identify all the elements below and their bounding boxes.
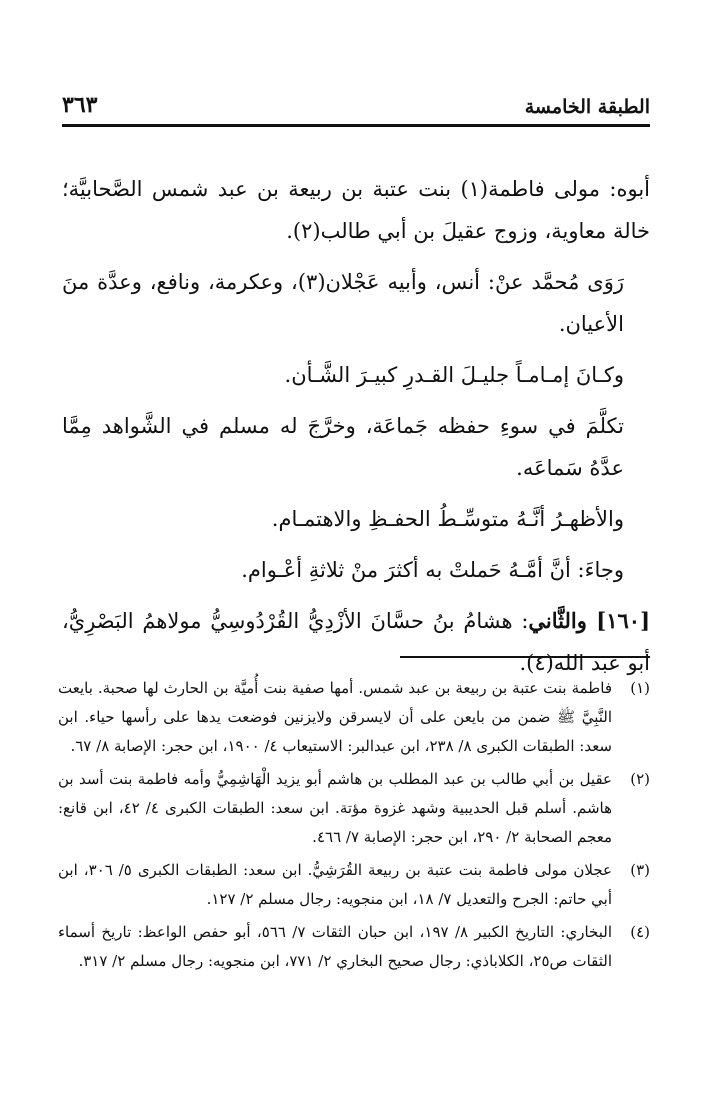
footnote-number: (٣) [630, 861, 650, 879]
footnote-3 [58, 856, 650, 914]
footnote-number: (٢) [630, 770, 650, 788]
paragraph-narrated-from: رَوَى مُحمَّد عنْ: أنس، وأبيه عَجْلان(٣)، وعكرمة، ونافع، وعدَّة منَ الأعيان. [62, 270, 624, 336]
footnotes [58, 674, 650, 980]
main-text [62, 168, 650, 693]
paragraph-father: أبوه: مولى فاطمة(١) بنت عتبة بن ربيعة بن عبد شمس الصَّحابيَّة؛ خالة معاوية، وزوج عقيلَ بن أبي طالب(٢). [62, 177, 650, 243]
entry-number: [١٦٠] والثَّاني [528, 608, 650, 633]
paragraph-assessment: والأظهـرُ أنَّـهُ متوسِّـطُ الحفـظِ والاهتمـام. [271, 507, 624, 531]
footnote-2 [58, 765, 650, 852]
footnote-text: فاطمة بنت عتبة بن ربيعة بن عبد شمس. أمها صفية بنت أُميَّة بن الحارث لها صحبة. بايعت النَّبِيَّ ﷺ ضمن من بايعن على أن لايسرقن ولايزنين فوضعت يدها على رأسها حياء. ابن سعد: الطبقات الكبرى ٨/ ٢٣٨، ابن عبدالبر: الاستيعاب ٤/ ١٩٠٠، ابن حجر: الإصابة ٨/ ٦٧. [58, 679, 612, 755]
footnote-text: عجلان مولى فاطمة بنت عتبة بن ربيعة القُرَشِيُّ. ابن سعد: الطبقات الكبرى ٥/ ٣٠٦، ابن أبي حاتم: الجرح والتعديل ٧/ ١٨، ابن منجويه: رجال مسلم ٢/ ١٢٧. [58, 861, 612, 908]
entry-text: : هشامُ بنُ حسَّانَ الأزْدِيُّ القُرْدُوسِيُّ مولاهمُ البَصْرِيُّ، أبو عبد الله(٤). [62, 609, 650, 675]
paragraph-birth-report: وجاءَ: أنَّ أمَّـهُ حَملتْ به أكثرَ منْ ثلاثةِ أعْـوام. [241, 558, 624, 582]
paragraph-entry-160 [62, 600, 650, 684]
footnote-text: البخاري: التاريخ الكبير ٨/ ١٩٧، ابن حبان الثقات ٧/ ٥٦٦، أبو حفص الواعظ: تاريخ أسماء الثقات ص٢٥، الكلاباذي: رجال صحيح البخاري ٢/ ٧٧١، ابن منجويه: رجال مسلم ٢/ ٣١٧. [58, 923, 612, 970]
footnote-4 [58, 918, 650, 976]
footnote-number: (٤) [630, 923, 650, 941]
running-title: الطبقة الخامسة [524, 96, 650, 118]
footnote-number: (١) [630, 679, 650, 697]
page-number: ٣٦٣ [62, 92, 98, 118]
page-header [62, 88, 650, 127]
paragraph-criticism: تكلَّمَ في سوءِ حفظه جَماعَة، وخرَّجَ له مسلم في الشَّواهد مِمَّا عدَّهُ سَماعَه. [62, 414, 624, 480]
paragraph-status: وكـانَ إمـامـاً جليـلَ القـدرِ كبيـرَ الشَّـأن. [284, 363, 624, 387]
footnote-text: عقيل بن أبي طالب بن عبد المطلب بن هاشم أبو يزيد الْهَاشِمِيُّ وأمه فاطمة بنت أسد بن هاشم. أسلم قبل الحديبية وشهد غزوة مؤتة. ابن سعد: الطبقات الكبرى ٤/ ٤٢، ابن قانع: معجم الصحابة ٢/ ٢٩٠، ابن حجر: الإصابة ٧/ ٤٦٦. [58, 770, 612, 846]
footnote-separator [400, 656, 650, 658]
footnote-1 [58, 674, 650, 761]
